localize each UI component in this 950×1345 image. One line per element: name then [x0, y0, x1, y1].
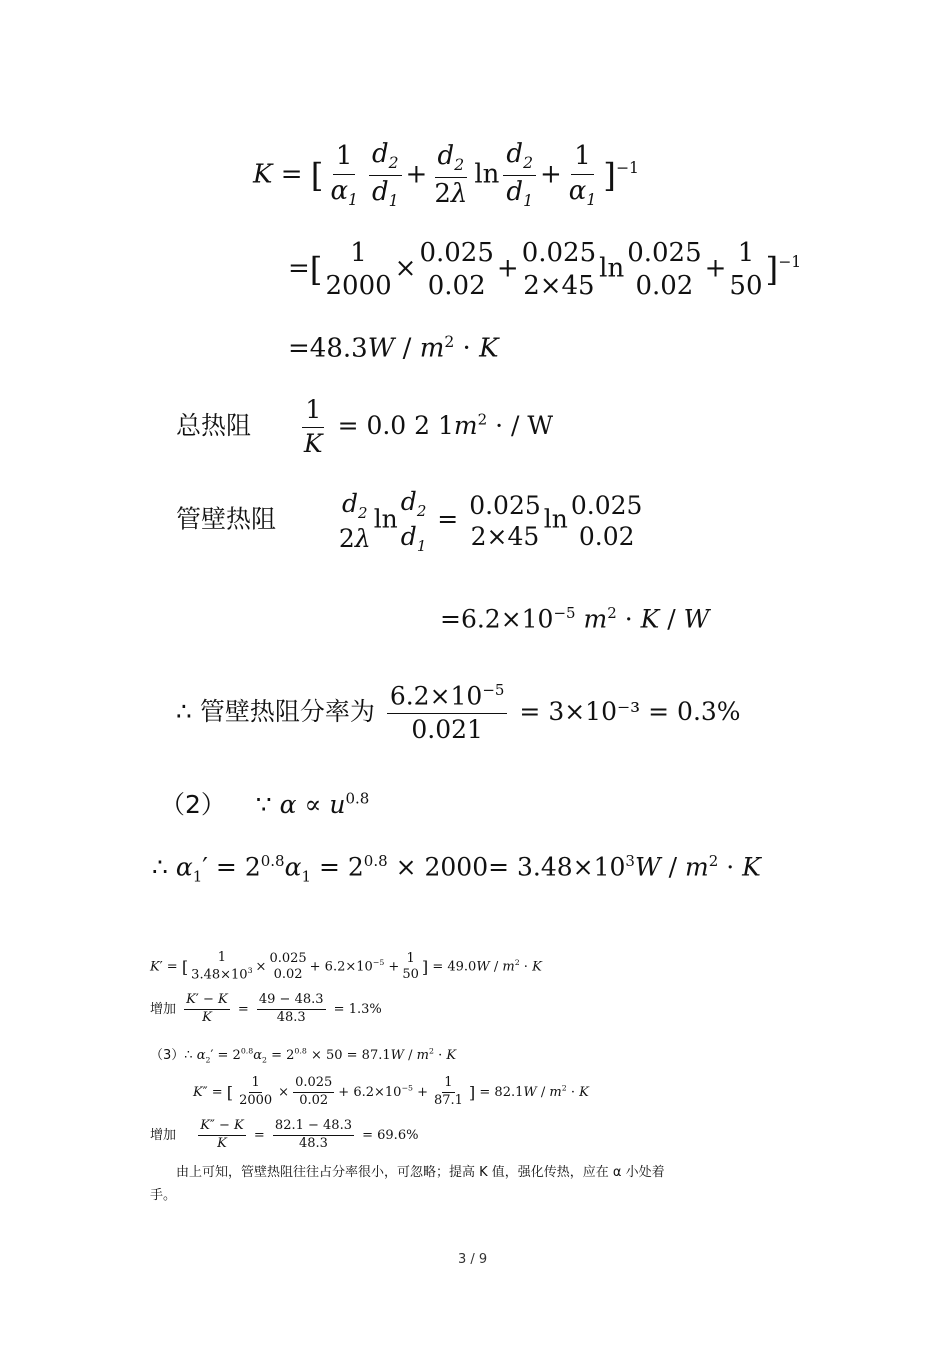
wall-resistance-row: 管壁热阻 $d_2$ 2λ ln $d_2$ $d_1$ = 0.025 2×45 ln 0.025 0.02	[176, 487, 643, 555]
formula-k-definition: K = [ $\frac{1}{\alpha_1}$ $\frac{d_2}{d_1}$ + $\frac{d_2}{2\lambda}$ ln $\frac{d_2}{d_1}$ + $\frac{1}{\alpha_1}$ ]$^{-1}$	[253, 139, 639, 211]
increase-1-label: 增加	[150, 1001, 177, 1017]
conclusion-line-1: 由上可知，管壁热阻往往占分率很小，可忽略；提高 K 值，强化传热，应在 α 小处着	[176, 1165, 665, 1180]
conclusion-line-2: 手。	[150, 1188, 177, 1203]
part-2-label: （2）	[160, 790, 226, 819]
formula-k-substitution: =[ 1 2000 × 0.025 0.02 + 0.025 2×45 ln 0.025 0.02 + 1 50 ]$^{-1}$	[288, 238, 802, 301]
increase-2: 增加 $\frac{K'' - K}{K}$ = $\frac{82.1 - 48.3}{48.3}$ = 69.6%	[150, 1118, 419, 1151]
increase-2-label: 增加	[150, 1127, 177, 1143]
total-resistance-row: 总热阻 $\frac{1}{K}$ = 0.0 2 $1m^2$ · / W	[176, 395, 554, 458]
wall-resistance-result: $=6.2\times 10^{-5}$ $m^2 \cdot K / W$	[440, 604, 710, 634]
alpha1-new: ∴ $\alpha_1' = 2^{0.8}\alpha_1 = 2^{0.8} \times 2000= 3.48\times 10^3W / m^2 \cdot K$	[152, 852, 761, 886]
wall-resistance-label: 管壁热阻	[176, 504, 277, 534]
increase-1: 增加 $\frac{K' - K}{K}$ = $\frac{49 - 48.3}{48.3}$ = 1.3%	[150, 992, 382, 1025]
part-3-alpha2: （3）∴ $\alpha_2' = 2^{0.8}\alpha_2 = 2^{0.8} \times 50 = 87.1W / m^2 \cdot K$	[150, 1046, 457, 1065]
k-prime-formula: K′ = [ 1 $3.48\times 10^3$ × 0.025 0.02 + $6.2\times 10^{-5}$ + 1 50 ] = $49.0W / m^2 \cdot K$	[150, 950, 542, 983]
wall-resistance-fraction: ∴ 管壁热阻分率为 $\frac{6.2\times 10^{-5}}{0.021}$ = 3×10⁻³ = 0.3%	[176, 681, 741, 745]
fraction-label: ∴ 管壁热阻分率为	[176, 696, 375, 726]
page-number: 3 / 9	[458, 1252, 488, 1267]
part-2-condition: （2） ∵ $\alpha \propto u^{0.8}$	[160, 789, 370, 819]
fraction-result: = 3×10⁻³ = 0.3%	[519, 696, 741, 726]
total-resistance-label: 总热阻	[176, 410, 252, 440]
k-double-prime-formula: K″ = [ $\frac{1}{2000}$ × $\frac{0.025}{0.02}$ + $6.2\times 10^{-5}$ + $\frac{1}{87.1}$ ] = $82.1W / m^2 \cdot K$	[193, 1075, 589, 1108]
formula-k-result: $=48.3W / m^2 \cdot K$	[288, 333, 499, 364]
